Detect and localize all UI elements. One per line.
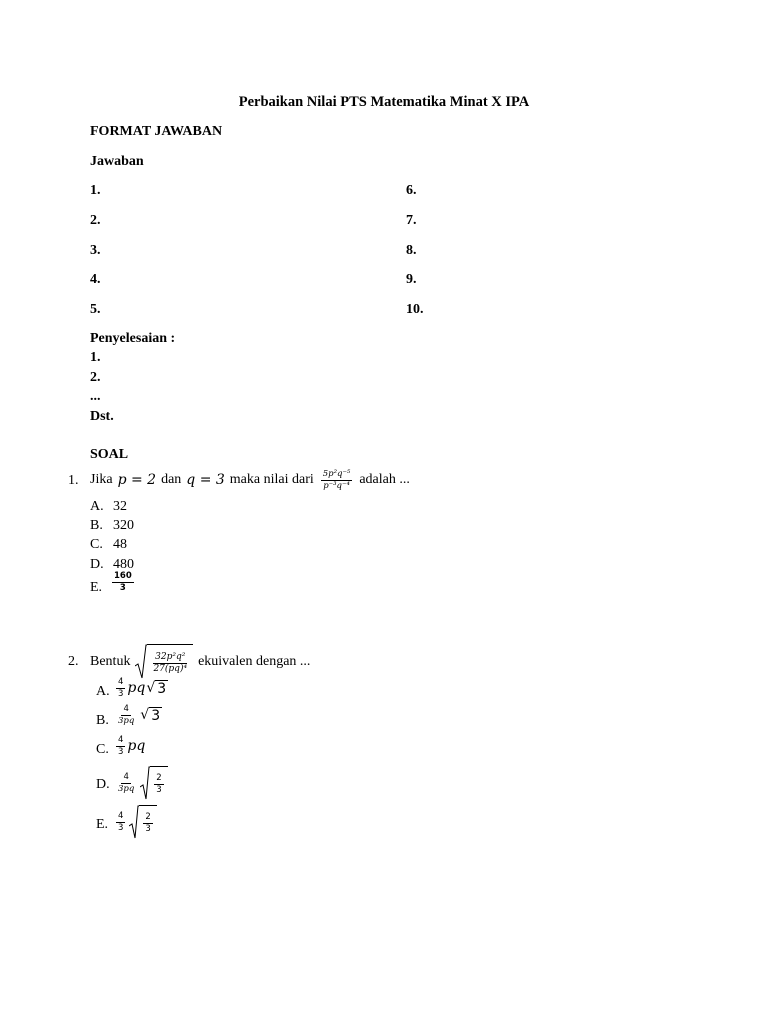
square-root [135, 644, 193, 680]
fraction-denominator: 3pq [118, 715, 135, 726]
penyelesaian-line: ... [90, 389, 101, 404]
radicand: 3 [157, 680, 167, 697]
option-expression [114, 736, 145, 757]
fraction-numerator: 5p²q⁻⁵ [322, 468, 351, 479]
format-heading: FORMAT JAWABAN [90, 124, 223, 139]
penyelesaian-line: 2. [90, 370, 101, 385]
fraction-denominator: 3 [156, 784, 162, 795]
radical-icon [135, 644, 147, 680]
page-title: Perbaikan Nilai PTS Matematika Minat X IPA [238, 94, 530, 110]
fraction-denominator: 27(pq)⁴ [153, 664, 188, 674]
option-expression [114, 705, 162, 726]
jawaban-heading: Jawaban [90, 154, 144, 169]
option-expression [114, 678, 168, 699]
penyelesaian-line: Dst. [90, 409, 114, 424]
option-expression [114, 805, 157, 839]
answer-number: 2. [90, 213, 101, 228]
answer-number: 7. [406, 213, 417, 228]
option-label: B. [96, 713, 109, 728]
option-label: C. [90, 537, 103, 552]
fraction-numerator: 4 [118, 735, 124, 745]
math-variable: pq [127, 738, 146, 755]
option-label: A. [90, 499, 104, 514]
soal-heading: SOAL [90, 447, 129, 462]
option-value: 48 [113, 537, 127, 552]
option-label: E. [96, 817, 109, 832]
square-root [140, 707, 162, 724]
math-variable: pq [127, 680, 146, 697]
penyelesaian-heading: Penyelesaian : [90, 331, 176, 346]
question-text: maka nilai dari [229, 472, 314, 487]
fraction-denominator: 3 [118, 822, 124, 833]
penyelesaian-line: 1. [90, 350, 101, 365]
fraction-denominator: 3 [119, 582, 126, 593]
radicand: 3 [151, 707, 161, 724]
answer-number: 8. [406, 243, 417, 258]
option-label: C. [96, 742, 109, 757]
question-number: 1. [68, 473, 79, 488]
fraction-denominator: 3pq [118, 783, 135, 794]
fraction-denominator: 3 [118, 688, 124, 699]
fraction-denominator: 3 [145, 823, 151, 834]
question-2-stem [90, 642, 310, 682]
answer-number: 4. [90, 272, 101, 287]
answer-number: 6. [406, 183, 417, 198]
square-root [140, 766, 167, 800]
fraction-denominator: 3 [118, 746, 124, 757]
square-root [129, 805, 156, 839]
fraction-numerator: 4 [123, 704, 129, 714]
option-value: 480 [113, 557, 134, 572]
question-text: Bentuk [90, 654, 131, 669]
answer-number: 10. [406, 302, 424, 317]
fraction-numerator: 160 [114, 571, 132, 581]
question-text: Jika [90, 472, 113, 487]
radical-icon [129, 805, 139, 839]
question-1-stem [90, 465, 410, 495]
radical-icon: √ [140, 706, 150, 723]
fraction-numerator: 32p²q² [153, 653, 187, 664]
option-label: D. [96, 777, 110, 792]
answer-number: 9. [406, 272, 417, 287]
option-value: 32 [113, 499, 127, 514]
fraction-numerator: 2 [145, 811, 151, 822]
answer-number: 5. [90, 302, 101, 317]
option-label: E. [90, 580, 103, 595]
square-root [146, 680, 168, 697]
radical-icon: √ [146, 679, 156, 696]
fraction-numerator: 4 [123, 771, 129, 782]
option-label: D. [90, 557, 104, 572]
question-text: ekuivalen dengan ... [198, 654, 311, 669]
option-label: B. [90, 518, 103, 533]
question-text: dan [161, 472, 182, 487]
fraction-numerator: 4 [118, 810, 124, 821]
answer-number: 1. [90, 183, 101, 198]
option-value: 320 [113, 518, 134, 533]
math-expression: p = 2 [117, 472, 157, 488]
question-text: adalah ... [359, 472, 410, 487]
fraction [321, 470, 353, 491]
answer-number: 3. [90, 243, 101, 258]
option-fraction [110, 572, 136, 593]
radical-icon [140, 766, 150, 800]
fraction-numerator: 2 [156, 772, 162, 783]
fraction-denominator: p⁻³q⁻⁴ [323, 480, 350, 491]
option-expression [114, 766, 168, 800]
question-number: 2. [68, 654, 79, 669]
option-label: A. [96, 684, 110, 699]
math-expression: q = 3 [186, 472, 225, 488]
fraction-numerator: 4 [118, 677, 124, 687]
